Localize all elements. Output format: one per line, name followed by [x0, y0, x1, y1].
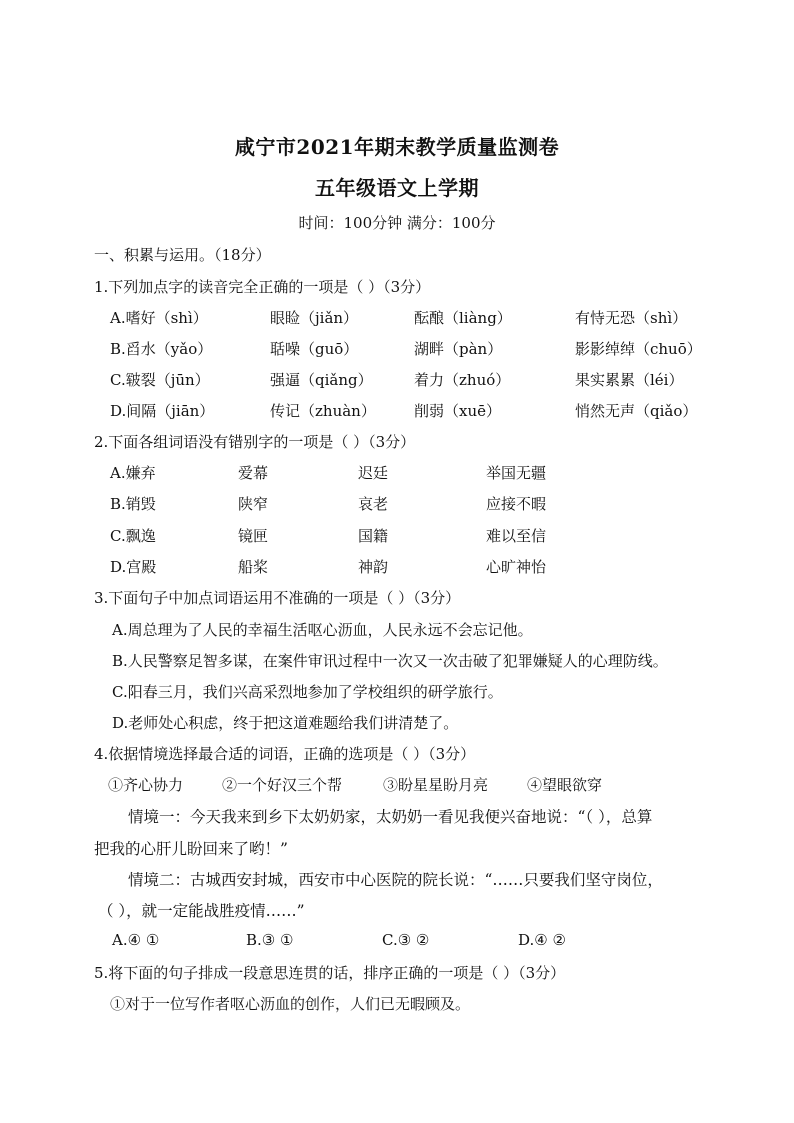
q1-option-d-2: 传记（zhuàn）	[270, 402, 376, 420]
exam-title: 咸宁市2021年期末教学质量监测卷	[234, 135, 560, 159]
q1-option-c-2: 强逼（qiǎng）	[270, 371, 373, 389]
q2-option-a-3: 迟廷	[358, 464, 389, 482]
q2-option-b-4: 应接不暇	[486, 495, 547, 513]
q4-choice-4: ④望眼欲穿	[527, 776, 603, 794]
q2-option-a-4: 举国无疆	[486, 464, 547, 482]
q2-option-a-2: 爱幕	[238, 464, 269, 482]
q1-option-d-1: D.间隔（jiān）	[110, 402, 215, 420]
q1-option-c-1: C.皲裂（jūn）	[110, 371, 210, 389]
q4-scene-1: 情境一：今天我来到乡下太奶奶家，太奶奶一看见我便兴奋地说：“（ ），总算	[128, 808, 653, 826]
q1-option-a-3: 酝酿（liàng）	[414, 309, 512, 327]
q2-option-d-4: 心旷神怡	[486, 558, 547, 576]
q3-option-d: D.老师处心积虑，终于把这道难题给我们讲清楚了。	[112, 714, 459, 732]
q1-option-a-2: 眼睑（jiǎn）	[270, 309, 359, 327]
q4-answer-d: D.④ ②	[518, 931, 566, 949]
q3-option-a: A.周总理为了人民的幸福生活呕心沥血，人民永远不会忘记他。	[112, 621, 533, 639]
question-4-stem: 4.依据情境选择最合适的词语，正确的选项是（ ）（3分）	[94, 745, 476, 763]
q1-option-a-1: A.嗜好（shì）	[110, 309, 208, 327]
q4-answer-a: A.④ ①	[112, 931, 160, 949]
q2-option-d-3: 神韵	[358, 558, 389, 576]
q1-option-b-1: B.舀水（yǎo）	[110, 340, 213, 358]
q2-option-b-3: 哀老	[358, 495, 389, 513]
q2-option-d-2: 船桨	[238, 558, 269, 576]
q1-option-d-3: 削弱（xuē）	[414, 402, 501, 420]
section-heading: 一、积累与运用。（18分）	[94, 246, 271, 264]
q4-choice-1: ①齐心协力	[108, 776, 184, 794]
question-1-stem: 1.下列加点字的读音完全正确的一项是（ ）（3分）	[94, 278, 431, 296]
exam-meta: 时间：100分钟 满分：100分	[298, 214, 496, 232]
q4-scene-1-cont: 把我的心肝儿盼回来了哟！”	[94, 840, 288, 858]
q1-option-b-4: 影影绰绰（chuō）	[575, 340, 702, 358]
question-2-stem: 2.下面各组词语没有错别字的一项是（ ）（3分）	[94, 433, 416, 451]
q3-option-c: C.阳春三月，我们兴高采烈地参加了学校组织的研学旅行。	[112, 683, 503, 701]
q2-option-c-3: 国籍	[358, 527, 389, 545]
q1-option-b-2: 聒噪（guō）	[270, 340, 359, 358]
q4-scene-2: 情境二：古城西安封城，西安市中心医院的院长说：“……只要我们坚守岗位，	[128, 871, 663, 889]
exam-subtitle: 五年级语文上学期	[315, 176, 479, 200]
q4-scene-2-cont: （ ），就一定能战胜疫情……”	[98, 902, 305, 920]
q4-choice-2: ②一个好汉三个帮	[222, 776, 343, 794]
question-5-stem: 5.将下面的句子排成一段意思连贯的话，排序正确的一项是（ ）（3分）	[94, 964, 566, 982]
q2-option-a-1: A.嫌弃	[110, 464, 156, 482]
q1-option-d-4: 悄然无声（qiǎo）	[575, 402, 698, 420]
q3-option-b: B.人民警察足智多谋，在案件审讯过程中一次又一次击破了犯罪嫌疑人的心理防线。	[112, 652, 668, 670]
q1-option-c-3: 着力（zhuó）	[414, 371, 511, 389]
q4-choice-3: ③盼星星盼月亮	[383, 776, 489, 794]
q2-option-d-1: D.宫殿	[110, 558, 157, 576]
q1-option-b-3: 湖畔（pàn）	[414, 340, 503, 358]
q2-option-b-2: 陕窄	[238, 495, 269, 513]
q1-option-c-4: 果实累累（léi）	[575, 371, 684, 389]
q1-option-a-4: 有恃无恐（shì）	[575, 309, 688, 327]
q4-answer-c: C.③ ②	[382, 931, 430, 949]
q5-sentence-1: ①对于一位写作者呕心沥血的创作，人们已无暇顾及。	[110, 995, 471, 1013]
q4-answer-b: B.③ ①	[246, 931, 294, 949]
q2-option-c-4: 难以至信	[486, 527, 547, 545]
q2-option-c-1: C.飘逸	[110, 527, 156, 545]
question-3-stem: 3.下面句子中加点词语运用不准确的一项是（ ）（3分）	[94, 589, 461, 607]
q2-option-b-1: B.销毁	[110, 495, 156, 513]
q2-option-c-2: 镜匣	[238, 527, 269, 545]
